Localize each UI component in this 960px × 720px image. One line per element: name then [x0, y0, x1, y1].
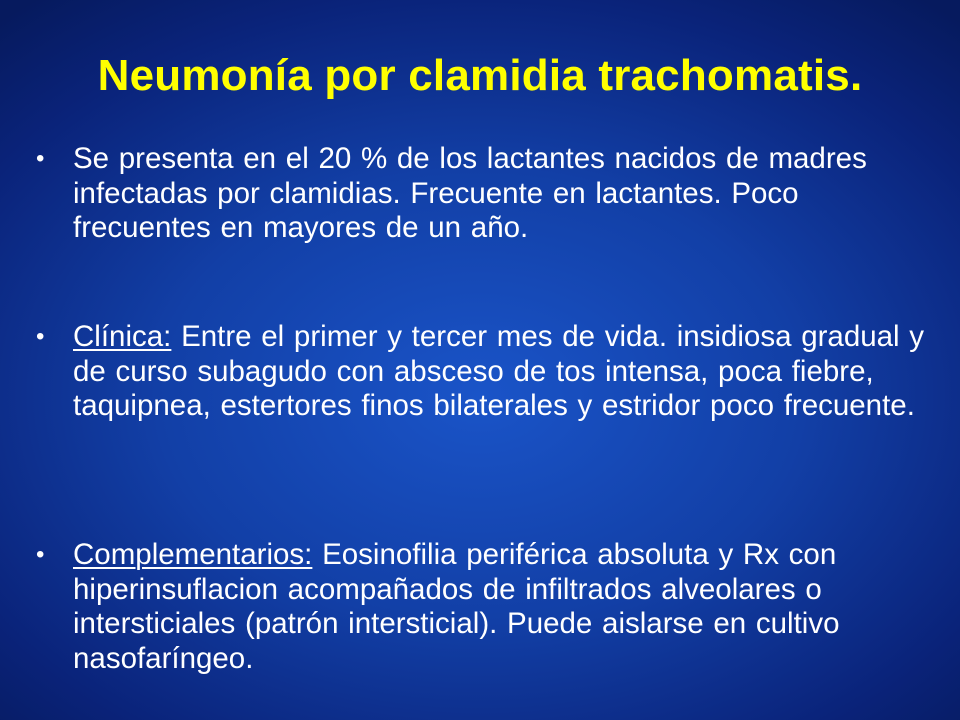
bullet-item-2 [36, 320, 936, 424]
bullet-text [73, 320, 936, 424]
bullet-body: Se presenta en el 20 % de los lactantes nacidos de madres infectadas por clamidias. Frecuente en lactantes. Poco frecuentes en mayores de un año. [73, 142, 867, 244]
bullet-label: Clínica: [73, 320, 172, 353]
bullet-item-1 [36, 142, 936, 246]
bullet-item-3 [36, 538, 936, 676]
bullet-body: Eosinofilia periférica absoluta y Rx con hiperinsuflacion acompañados de infiltrados alveolares o intersticiales (patrón intersticial). Puede aislarse en cultivo nasofaríngeo. [73, 538, 840, 675]
slide-title: Neumonía por clamidia trachomatis. [97, 51, 863, 100]
bullet-text [73, 142, 936, 246]
bullet-icon: • [36, 145, 45, 172]
bullet-body: Entre el primer y tercer mes de vida. insidiosa gradual y de curso subagudo con absceso de tos intensa, poca fiebre, taquipnea, estertores finos bilaterales y estridor poco frecuente. [73, 320, 925, 422]
bullet-icon: • [36, 541, 45, 568]
bullet-text [73, 538, 936, 676]
bullet-icon: • [36, 323, 45, 350]
bullet-label: Complementarios: [73, 538, 313, 571]
